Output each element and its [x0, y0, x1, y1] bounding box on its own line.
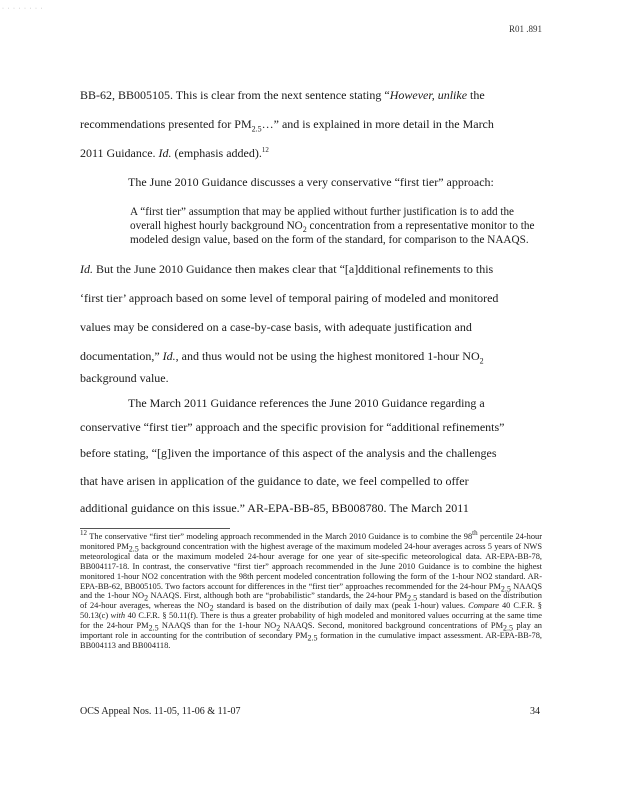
para1-line1: BB-62, BB005105. This is clear from the next sentence stating “However, unlike the	[80, 88, 485, 102]
para2-line5: background value.	[80, 371, 169, 385]
para1-line3: 2011 Guidance. Id. (emphasis added).$^{12}$	[80, 146, 269, 160]
footer-case-numbers: OCS Appeal Nos. 11-05, 11-06 & 11-07	[80, 706, 241, 717]
para3-line4: that have arisen in application of the guidance to date, we feel compelled to offer	[80, 474, 469, 488]
block-quote: A “first tier” assumption that may be applied without further justification is to add the overall highest hourly background $NO_2$ concentration from a representative monitor to the modeled design value, based on the form of the standard, for comparison to the NAAQS.	[130, 206, 535, 246]
footnote-number: 12	[80, 529, 87, 538]
para3-line5: additional guidance on this issue.” AR-EPA-BB-85, BB008780. The March 2011	[80, 501, 469, 515]
footnote-reference: 12	[261, 146, 269, 154]
page-header-id: R01 .891	[508, 24, 542, 34]
page-number: 34	[530, 706, 540, 717]
footnote-12: $^{12}$ The conservative “first tier” modeling approach recommended in the March 2010 Guidance is to combine the 98th percentile 24-hour monitored $PM_{2.5}$ background concentration with the highest average of the maximum modeled 24-hour averages across 5 years of NWS meteorological data or the maximum modeled 24-hour average for one year of site-specific meteorological data. AR-EPA-BB-78, BB004117-18. In contrast, the conservative “first tier” approach recommended in the June 2010 Guidance is to combine the highest monitored 1-hour NO2 concentration with the 98th percent modeled concentration following the form of the 1-hour NO2 standard. AR-EPA-BB-62, BB005105. Two factors account for differences in the “first tier” approaches recommended for the 24-hour $PM_{2.5}$ NAAQS and the 1-hour $NO_2$ NAAQS. First, although both are “probabilistic” standards, the 24-hour $PM_{2.5}$ standard is based on the distribution of 24-hour averages, whereas the $NO_2$ standard is based on the distribution of daily max (peak 1-hour) values. Compare 40 C.F.R. § 50.13(c) with 40 C.F.R. § 50.11(f). There is thus a greater probability of high modeled and monitored values occurring at the same time for the 24-hour $PM_{2.5}$ NAAQS than for the 1-hour $NO_2$ NAAQS. Second, monitored background concentrations of $PM_{2.5}$ play an important role in accounting for the contribution of secondary $PM_{2.5}$ formation in the cumulative impact assessment. AR-EPA-BB-78, BB004113 and BB004118.	[80, 529, 543, 650]
para3-line1: The March 2011 Guidance references the June 2010 Guidance regarding a	[128, 396, 485, 410]
para1-emphasis: However, unlike	[389, 88, 468, 102]
intro-line: The June 2010 Guidance discusses a very conservative “first tier” approach:	[128, 175, 494, 189]
para1-line2: recommendations presented for $PM_{2.5}\dots$” and is explained in more detail in the March	[80, 117, 494, 134]
scan-corner-mark: · · · · · · · ·	[2, 6, 44, 12]
para2-line2: ‘first tier’ approach based on some level of temporal pairing of modeled and monitored	[80, 291, 499, 305]
para2-line1: Id. But the June 2010 Guidance then makes clear that “[a]dditional refinements to this	[80, 262, 494, 276]
para2-line3: values may be considered on a case-by-case basis, with adequate justification and	[80, 320, 472, 334]
footnote-separator	[80, 528, 230, 529]
para3-line3: before stating, “[g]iven the importance of this aspect of the analysis and the challenges	[80, 446, 497, 460]
para2-line4: documentation,” Id., and thus would not be using the highest monitored 1-hour $NO_2$	[80, 349, 484, 366]
para3-line2: conservative “first tier” approach and the specific provision for “additional refinements”	[80, 420, 505, 434]
